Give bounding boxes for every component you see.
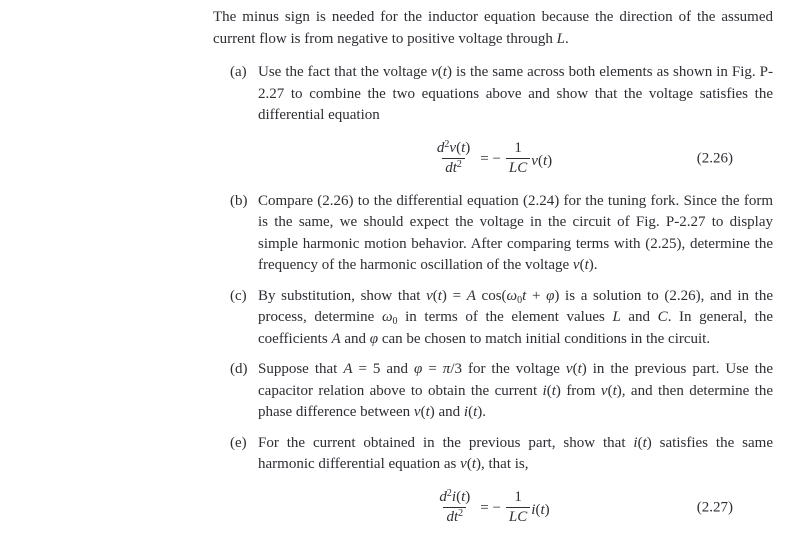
item-text-e: For the current obtained in the previous part, show that i(t) satisfies the same harmonic differential equation as v(t), that is, [258, 434, 774, 472]
rhs-fraction [506, 488, 530, 527]
equation-number-227: (2.27) [696, 499, 733, 515]
lhs-numerator: $d^2v(t)$ [436, 139, 471, 156]
item-label-d: (d) [230, 361, 248, 377]
equation-2-26 [213, 136, 773, 182]
list-item-c [213, 286, 773, 351]
rhs-numerator: 1 [514, 489, 522, 505]
rhs-tail: i(t) [531, 502, 550, 518]
problem-parts-list [213, 62, 773, 531]
rhs-numerator: 1 [514, 140, 522, 156]
item-text-b: Compare (2.26) to the differential equation (2.24) for the tuning fork. Since the form is the same, we should expect the voltage in the circuit of Fig. P-2.27 to display simple harmonic motion behavior. After comparing terms with (2.25), determine the frequency of the harmonic oscillation of the voltage v(t). [258, 192, 773, 273]
list-item-b [213, 191, 773, 277]
rhs-fraction [506, 139, 530, 178]
equation-number-226: (2.26) [696, 150, 733, 166]
equation-body [434, 139, 552, 178]
item-label-e: (e) [230, 434, 247, 451]
lhs-denominator: $dt^2$ [443, 507, 466, 527]
item-label-c: (c) [230, 287, 247, 304]
lhs-denominator: $dt^2$ [442, 158, 465, 178]
intro-paragraph: The minus sign is needed for the inductor equation because the direction of the assumed current flow is from negative to positive voltage through L. [213, 9, 773, 47]
item-text-c: By substitution, show that v(t) = A $\cos(\omega_0t + \varphi)$ is a solution to (2.26), and in the process, determine $\omega_0$ in terms of the element values L and C. In general, the coefficients A and φ can be chosen to match initial conditions in the circuit. [258, 287, 773, 347]
rhs-denominator: LC [506, 158, 530, 178]
lhs-fraction [434, 139, 473, 178]
lhs-fraction [436, 488, 473, 527]
item-label-a: (a) [230, 64, 247, 80]
list-item-d [213, 359, 773, 424]
lhs-numerator: $d^2i(t)$ [439, 488, 471, 505]
equals-minus-sign: = − [480, 500, 501, 516]
list-item-e [213, 433, 773, 476]
rhs-tail: v(t) [531, 153, 553, 169]
rhs-denominator: LC [506, 507, 530, 527]
equation-body [436, 488, 549, 527]
item-text-a: Use the fact that the voltage v(t) is the same across both elements as shown in Fig. P-2.27 to combine the two equations above and show that the voltage satisfies the differential equation [258, 64, 773, 123]
equals-minus-sign: = − [480, 151, 501, 167]
equation-2-27 [213, 485, 773, 531]
list-item-a [213, 62, 773, 127]
item-label-b: (b) [230, 192, 248, 209]
item-text-d: Suppose that A = 5 and φ = π/3 for the voltage v(t) in the previous part. Use the capacitor relation above to obtain the current i(t) from v(t), and then determine the phase difference between v(t) and i(t). [258, 361, 774, 420]
